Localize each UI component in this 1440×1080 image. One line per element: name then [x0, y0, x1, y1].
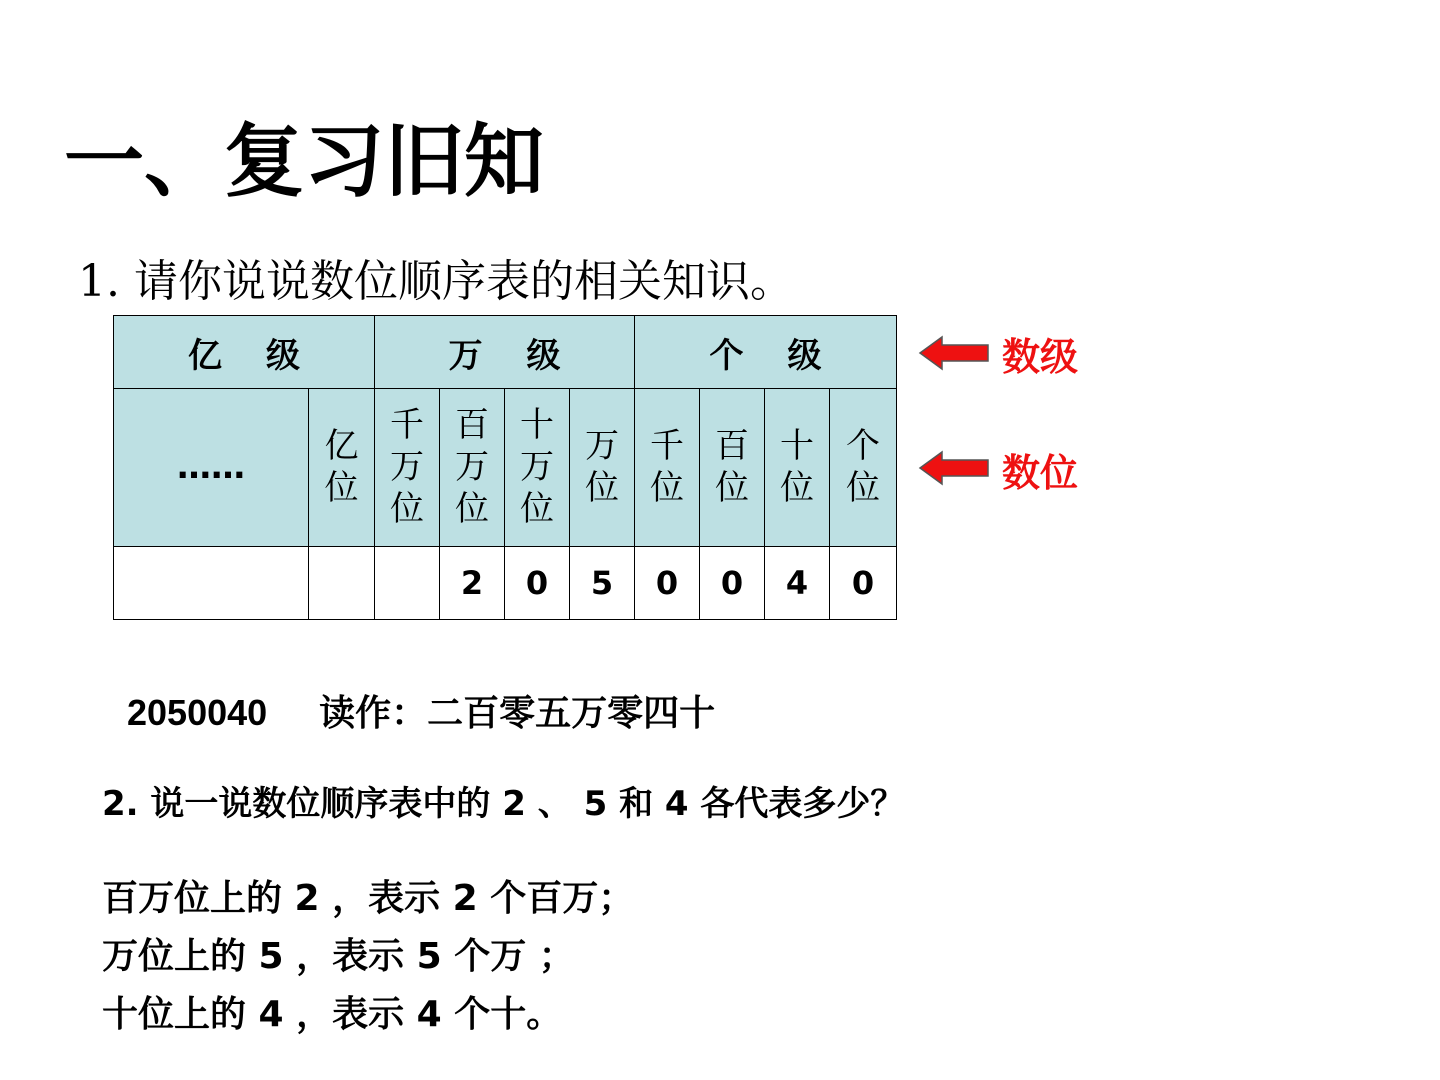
place-cell: 千 万 位 — [375, 389, 440, 547]
place-cell: 十 位 — [765, 389, 830, 547]
place-cell: 十 万 位 — [505, 389, 570, 547]
digit-cell — [114, 546, 309, 619]
slide-title: 一、复习旧知 — [64, 115, 544, 208]
answer-line: 万位上的 5 ，表示 5 个万 ； — [102, 936, 575, 977]
question-2: 2. 说一说数位顺序表中的 2 、 5 和 4 各代表多少？ — [102, 784, 905, 824]
digit-cell — [309, 546, 375, 619]
digit-cell: 0 — [830, 546, 897, 619]
digit-cell: 2 — [440, 546, 505, 619]
digit-cell: 4 — [765, 546, 830, 619]
reading-text: 读作：二百零五万零四十 — [319, 693, 716, 734]
level-label: 数级 — [1002, 335, 1079, 379]
left-arrow-icon — [918, 334, 990, 372]
answer-line: 百万位上的 2 ，表示 2 个百万； — [102, 878, 635, 919]
left-arrow-icon — [918, 449, 990, 487]
place-cell: 亿 位 — [309, 389, 375, 547]
place-cell: 百 位 — [700, 389, 765, 547]
place-value-table — [113, 315, 897, 620]
level-yi-cell: 亿 级 — [114, 316, 375, 389]
level-ge-cell: 个 级 — [635, 316, 897, 389]
level-wan-cell: 万 级 — [375, 316, 635, 389]
digit-cell: 0 — [700, 546, 765, 619]
number-value: 2050040 — [127, 692, 268, 733]
place-cell: 万 位 — [570, 389, 635, 547]
answer-line: 十位上的 4 ，表示 4 个十。 — [102, 994, 563, 1035]
digit-cell — [375, 546, 440, 619]
question-1: 1. 请你说说数位顺序表的相关知识。 — [78, 256, 794, 307]
place-label: 数位 — [1002, 451, 1079, 495]
number-reading — [127, 688, 715, 739]
place-cell: 百 万 位 — [440, 389, 505, 547]
place-cell: 千 位 — [635, 389, 700, 547]
digit-cell: 0 — [635, 546, 700, 619]
digit-cell: 5 — [570, 546, 635, 619]
digit-cell: 0 — [505, 546, 570, 619]
place-cell: …… — [114, 389, 309, 547]
place-cell: 个 位 — [830, 389, 897, 547]
